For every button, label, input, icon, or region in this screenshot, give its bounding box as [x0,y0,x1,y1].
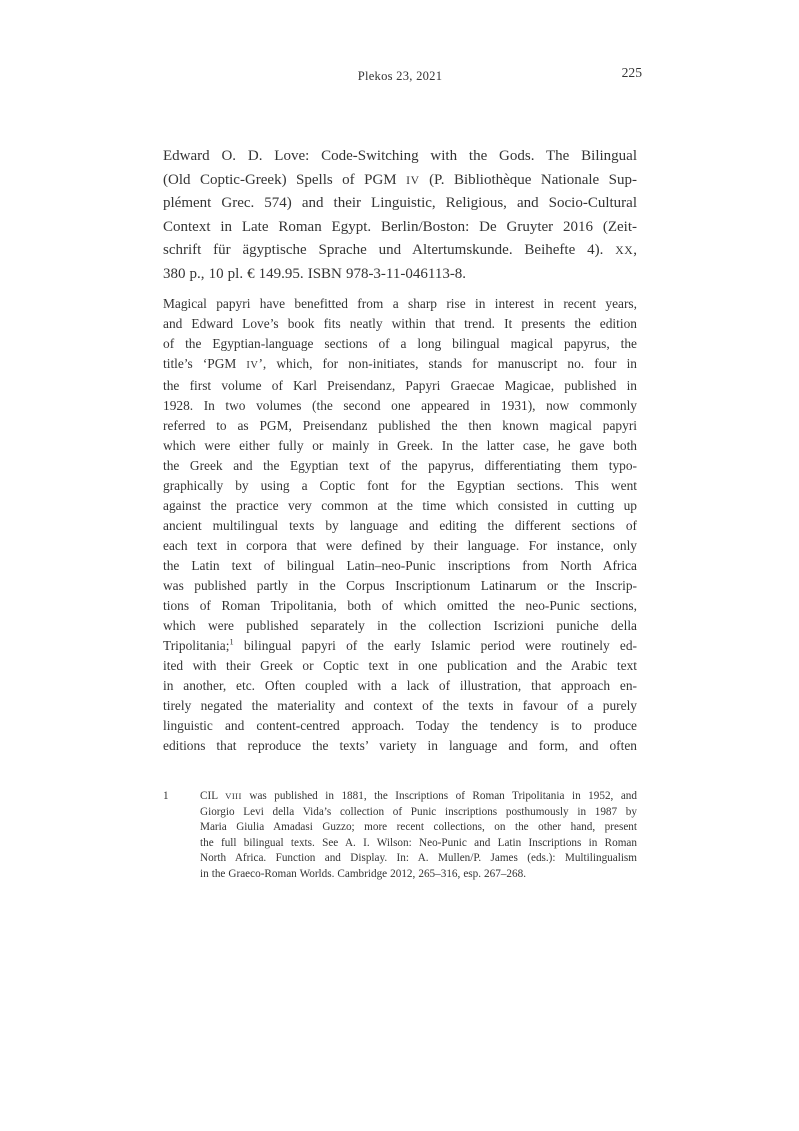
text-line: Edward O. D. Love: Code-Switching with the Gods. The Bilingual [163,148,637,164]
text-line: 1928. In two volumes (the second one appeared in 1931), now commonly [163,398,637,413]
text-line: which were either fully or mainly in Greek. In the latter case, he gave both [163,438,637,453]
text-line: CIL VIII was published in 1881, the Inscriptions of Roman Tripolitania in 1952, and [200,790,637,802]
text-line: plément Grec. 574) and their Linguistic, Religious, and Socio-Cultural [163,195,637,211]
text-line: editions that reproduce the texts’ variety in language and form, and often [163,738,637,753]
text-line: ancient multilingual texts by language and editing the different sections of [163,518,637,533]
text-line: ited with their Greek or Coptic text in one publication and the Arabic text [163,658,637,673]
text-line: referred to as PGM, Preisendanz published the then known magical papyri [163,418,637,433]
text-line: Magical papyri have benefitted from a sharp rise in interest in recent years, [163,296,637,311]
text-line: the Greek and the Egyptian text of the papyrus, differentiating them typo- [163,458,637,473]
footnote-text [200,789,637,883]
text-line: graphically by using a Coptic font for the Egyptian sections. This went [163,478,637,493]
text-line: which were published separately in the collection Iscrizioni puniche della [163,618,637,633]
running-head: Plekos 23, 2021 [357,69,443,83]
text-line: Giorgio Levi della Vida’s collection of Punic inscriptions posthumously in 1987 by [200,805,637,818]
text-line: North Africa. Function and Display. In: A. Mullen/P. James (eds.): Multilingualism [200,852,637,865]
book-title-block [163,145,637,286]
text-line: in another, etc. Often coupled with a lack of illustration, that approach en- [163,678,637,693]
text-line: (Old Coptic-Greek) Spells of PGM IV (P. Bibliothèque Nationale Sup- [163,171,637,188]
text-line: linguistic and content-centred approach. Today the tendency is to produce [163,718,637,733]
text-line: Context in Late Roman Egypt. Berlin/Boston: De Gruyter 2016 (Zeit- [163,218,637,235]
text-line: and Edward Love’s book fits neatly within that trend. It presents the edition [163,316,637,331]
text-line: 380 p., 10 pl. € 149.95. ISBN 978-3-11-046113-8. [163,265,467,282]
text-line: Tripolitania;$^1$ bilingual papyri of the early Islamic period were routinely ed- [163,637,637,653]
text-line: in the Graeco-Roman Worlds. Cambridge 2012, 265–316, esp. 267–268. [200,867,527,880]
text-line: the first volume of Karl Preisendanz, Papyri Graecae Magicae, published in [163,378,637,393]
text-line: of the Egyptian-language sections of a long bilingual magical papyrus, the [163,336,637,351]
footnote-number: 1 [163,790,169,802]
text-line: the full bilingual texts. See A. I. Wilson: Neo-Punic and Latin Inscriptions in Roman [200,836,637,849]
footnote [163,789,637,883]
text-line: schrift für ägyptische Sprache und Altertumskunde. Beihefte 4). XX, [163,242,637,258]
review-paragraph [163,294,637,756]
page-number: 225 [621,65,642,80]
text-line: tions of Roman Tripolitania, both of which omitted the neo-Punic sections, [163,598,637,613]
text-line: the Latin text of bilingual Latin–neo-Punic inscriptions from North Africa [163,558,637,573]
text-line: against the practice very common at the time which consisted in cutting up [163,498,637,513]
text-line: title’s ‘PGM IV’, which, for non-initiates, stands for manuscript no. four in [163,356,637,371]
text-line: was published partly in the Corpus Inscriptionum Latinarum or the Inscrip- [163,578,637,593]
text-line: each text in corpora that were defined by their language. For instance, only [163,538,637,553]
text-line: tirely negated the materiality and context of the texts in favour of a purely [163,698,637,713]
text-line: Maria Giulia Amadasi Guzzo; more recent collections, on the other hand, present [200,821,637,834]
